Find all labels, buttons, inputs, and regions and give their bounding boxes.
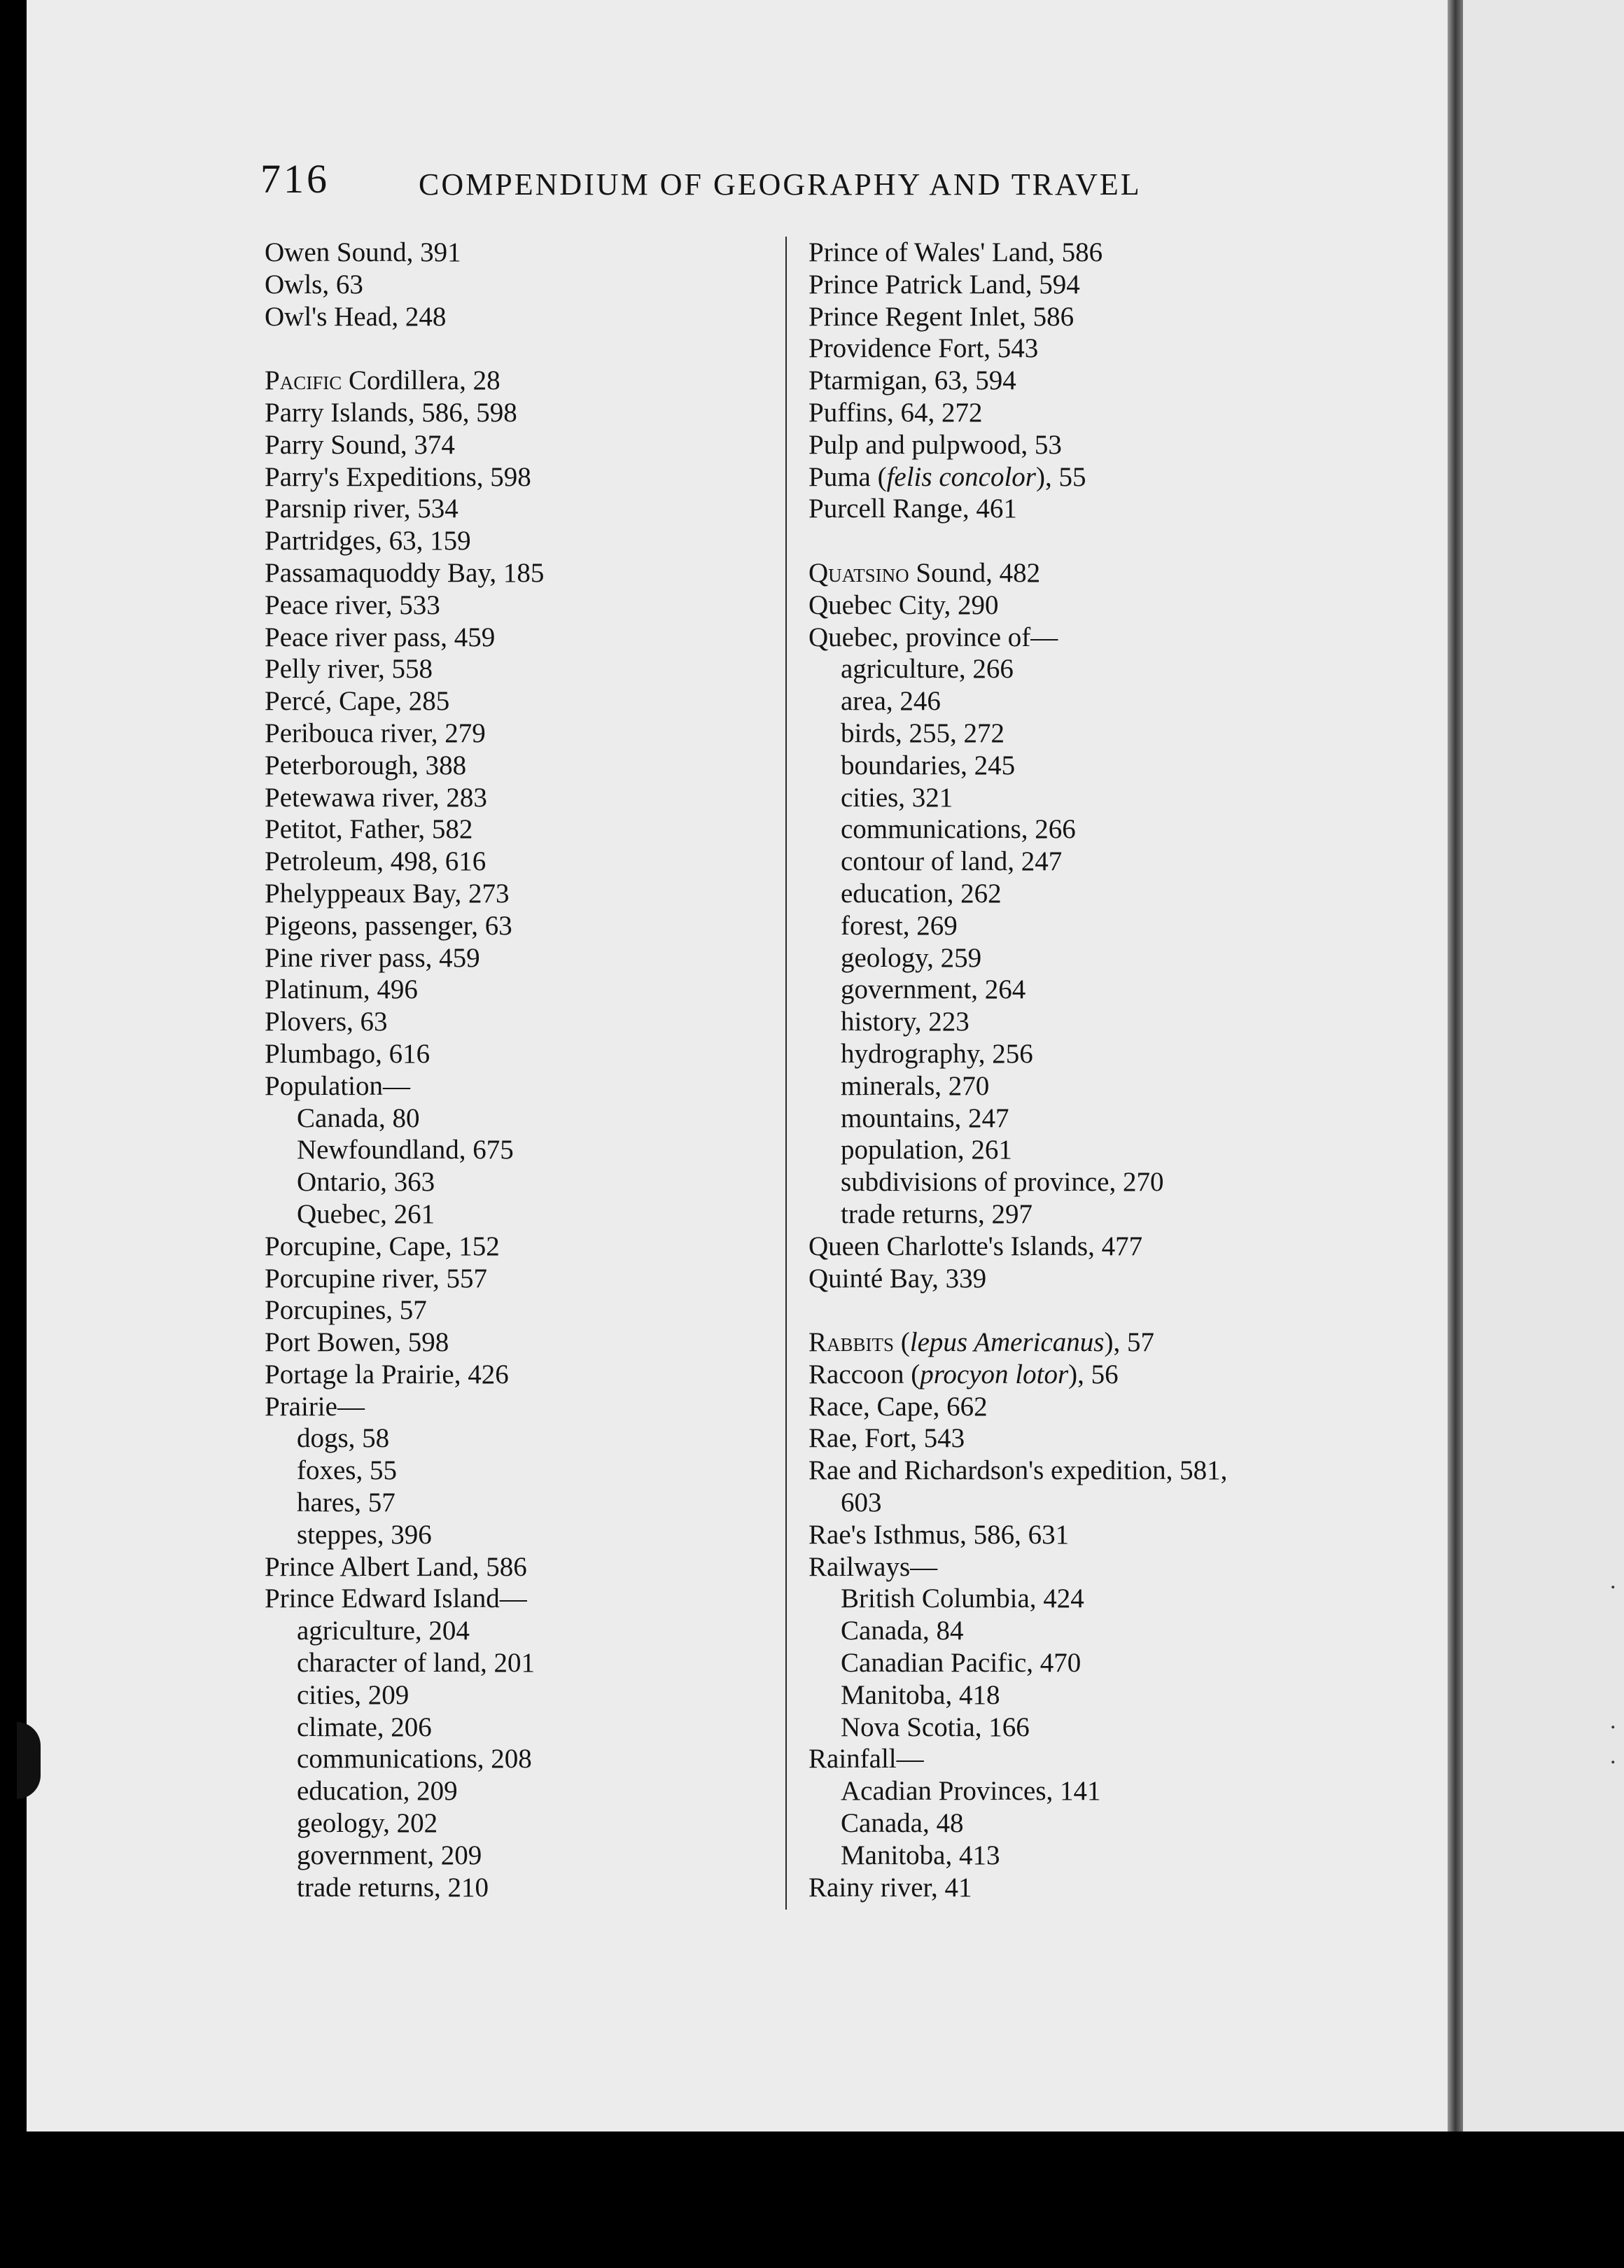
- entry-text: British Columbia, 424: [841, 1583, 1084, 1614]
- entry-text: Percé, Cape, 285: [265, 686, 450, 717]
- entry-text: Prince of Wales' Land, 586: [808, 237, 1103, 267]
- facing-page-fragment: .: [1610, 1743, 1616, 1769]
- index-subentry: [265, 1487, 544, 1519]
- index-subentry: [808, 718, 1227, 750]
- section-initial-word: Quatsino: [808, 557, 909, 588]
- section-break: [265, 332, 544, 365]
- facing-page-fragment: .: [1610, 1708, 1616, 1734]
- entry-text: Rae and Richardson's expedition, 581,: [808, 1455, 1228, 1486]
- index-subentry: [808, 1712, 1227, 1744]
- entry-text: history, 223: [841, 1007, 969, 1037]
- running-head: COMPENDIUM OF GEOGRAPHY AND TRAVEL: [419, 167, 1142, 202]
- index-subentry: [265, 1422, 544, 1455]
- index-subentry: [808, 1840, 1227, 1872]
- index-subentry: [265, 1647, 544, 1679]
- entry-text: Parry Islands, 586, 598: [265, 397, 517, 428]
- index-subentry: [808, 1615, 1227, 1647]
- index-entry: [808, 622, 1227, 654]
- entry-text: Partridges, 63, 159: [265, 526, 471, 556]
- entry-text: Rae's Isthmus, 586, 631: [808, 1519, 1070, 1550]
- index-subentry: [808, 846, 1227, 878]
- index-column-left: [265, 237, 544, 1903]
- facing-page-edge: [1463, 0, 1624, 2132]
- index-entry: [808, 557, 1227, 589]
- index-entry: [265, 1326, 544, 1359]
- index-subentry: [808, 942, 1227, 974]
- entry-text: Canada, 80: [297, 1102, 420, 1133]
- index-entry: [265, 269, 544, 301]
- index-entry: [808, 269, 1227, 301]
- entry-text: mountains, 247: [841, 1102, 1009, 1133]
- entry-text: Prince Regent Inlet, 586: [808, 301, 1074, 332]
- entry-page-refs: ), 55: [1035, 461, 1086, 492]
- entry-text: Ontario, 363: [297, 1167, 435, 1198]
- entry-text: Manitoba, 413: [841, 1840, 1000, 1870]
- index-entry: [808, 1359, 1227, 1391]
- entry-text: climate, 206: [297, 1712, 432, 1742]
- entry-text: Race, Cape, 662: [808, 1391, 988, 1422]
- entry-text: geology, 259: [841, 942, 982, 973]
- index-entry: [808, 1872, 1227, 1904]
- entry-text: Prairie—: [265, 1391, 365, 1422]
- index-subentry: [808, 1038, 1227, 1070]
- entry-text: Petewawa river, 283: [265, 782, 487, 813]
- index-entry: [265, 718, 544, 750]
- index-entry: [265, 1006, 544, 1038]
- entry-text: hares, 57: [297, 1488, 396, 1518]
- index-subentry: [265, 1743, 544, 1775]
- entry-text: Petitot, Father, 582: [265, 814, 473, 845]
- entry-text: Pine river pass, 459: [265, 942, 480, 973]
- entry-text: Sound, 482: [909, 557, 1041, 588]
- entry-text: cities, 321: [841, 782, 953, 813]
- index-entry: [265, 813, 544, 846]
- index-entry: [265, 237, 544, 269]
- index-entry: [808, 1263, 1227, 1295]
- index-entry: [265, 750, 544, 782]
- index-subentry: [808, 653, 1227, 685]
- entry-text: Quebec, province of—: [808, 622, 1058, 652]
- entry-text: Prince Patrick Land, 594: [808, 269, 1080, 300]
- index-entry: [265, 493, 544, 525]
- entry-text: foxes, 55: [297, 1455, 397, 1486]
- index-entry: [265, 622, 544, 654]
- index-subentry: [265, 1712, 544, 1744]
- index-entry: [265, 589, 544, 622]
- index-subentry: [265, 1198, 544, 1231]
- entry-text: trade returns, 210: [297, 1872, 489, 1903]
- index-subentry: [265, 1102, 544, 1135]
- entry-text: Parsnip river, 534: [265, 493, 458, 524]
- section-initial-word: Pacific: [265, 365, 342, 396]
- index-entry: [265, 1391, 544, 1423]
- entry-text: Pulp and pulpwood, 53: [808, 429, 1062, 460]
- binding-mark: [17, 1722, 41, 1799]
- entry-text: Canadian Pacific, 470: [841, 1648, 1082, 1679]
- index-subentry: [265, 1775, 544, 1807]
- entry-text: Quinté Bay, 339: [808, 1263, 987, 1294]
- entry-text: Puffins, 64, 272: [808, 397, 983, 428]
- entry-text: Platinum, 496: [265, 974, 418, 1005]
- page-gutter: [1448, 0, 1463, 2132]
- entry-text: Owl's Head, 248: [265, 301, 447, 332]
- index-entry: [808, 493, 1227, 525]
- entry-text: Petroleum, 498, 616: [265, 846, 486, 877]
- index-entry: [808, 237, 1227, 269]
- index-subentry: [808, 1807, 1227, 1840]
- entry-text: Nova Scotia, 166: [841, 1712, 1030, 1742]
- index-entry: [265, 782, 544, 814]
- entry-text: Canada, 48: [841, 1808, 964, 1839]
- entry-text: birds, 255, 272: [841, 718, 1004, 748]
- index-entry: [265, 910, 544, 942]
- index-subentry: [265, 1807, 544, 1840]
- latin-name: felis concolor: [886, 461, 1036, 492]
- index-subentry: [808, 1198, 1227, 1231]
- entry-text: communications, 208: [297, 1744, 532, 1774]
- entry-text: character of land, 201: [297, 1648, 535, 1679]
- index-entry: [265, 974, 544, 1006]
- entry-text: Newfoundland, 675: [297, 1135, 514, 1166]
- index-entry: [808, 1743, 1227, 1775]
- index-entry: [808, 397, 1227, 429]
- index-entry: [808, 461, 1227, 493]
- index-entry: [808, 1391, 1227, 1423]
- index-entry: [265, 365, 544, 397]
- index-subentry: [265, 1134, 544, 1166]
- entry-text: steppes, 396: [297, 1519, 432, 1550]
- entry-text: Purcell Range, 461: [808, 493, 1017, 524]
- index-entry: [265, 525, 544, 557]
- index-column-right: [808, 237, 1227, 1903]
- index-entry: [265, 1294, 544, 1326]
- index-subentry: [265, 1679, 544, 1712]
- section-break: [808, 1294, 1227, 1326]
- latin-name: lepus Americanus: [909, 1327, 1105, 1358]
- index-entry: [808, 301, 1227, 333]
- latin-name: procyon lotor: [920, 1359, 1069, 1390]
- entry-text: communications, 266: [841, 814, 1076, 845]
- entry-text: Canada, 84: [841, 1616, 964, 1646]
- entry-text: Puma (: [808, 461, 887, 492]
- entry-text: Raccoon (: [808, 1359, 920, 1390]
- index-entry: [808, 589, 1227, 622]
- index-entry: [265, 1583, 544, 1615]
- entry-text: agriculture, 266: [841, 654, 1014, 685]
- entry-text: Plumbago, 616: [265, 1038, 430, 1069]
- index-entry: [265, 846, 544, 878]
- entry-text: Manitoba, 418: [841, 1679, 1000, 1710]
- entry-text: population, 261: [841, 1135, 1012, 1166]
- entry-text: Population—: [265, 1070, 411, 1101]
- index-subentry: [808, 685, 1227, 718]
- index-subentry: [808, 1647, 1227, 1679]
- entry-text: Phelyppeaux Bay, 273: [265, 878, 510, 909]
- index-entry: [808, 429, 1227, 461]
- index-subentry: [808, 1679, 1227, 1712]
- entry-text: education, 209: [297, 1776, 458, 1807]
- index-subentry: [265, 1615, 544, 1647]
- index-subentry: [808, 910, 1227, 942]
- entry-text: Plovers, 63: [265, 1007, 388, 1037]
- index-entry: [265, 397, 544, 429]
- index-entry: [265, 557, 544, 589]
- index-subentry: [808, 974, 1227, 1006]
- index-subentry: [808, 1102, 1227, 1135]
- index-entry: [265, 1038, 544, 1070]
- entry-text: Parry Sound, 374: [265, 429, 455, 460]
- entry-text: Acadian Provinces, 141: [841, 1776, 1101, 1807]
- index-subentry: [265, 1872, 544, 1904]
- entry-text: dogs, 58: [297, 1423, 390, 1454]
- entry-text: boundaries, 245: [841, 750, 1016, 780]
- index-subentry: [808, 782, 1227, 814]
- index-entry: [265, 1359, 544, 1391]
- index-entry: [265, 1231, 544, 1263]
- index-entry: [265, 942, 544, 974]
- entry-text: forest, 269: [841, 910, 958, 941]
- entry-text: hydrography, 256: [841, 1038, 1033, 1069]
- index-entry: [265, 1070, 544, 1102]
- entry-text: Quebec, 261: [297, 1198, 435, 1229]
- entry-text: Parry's Expeditions, 598: [265, 461, 531, 492]
- facing-page-fragment: .: [1610, 1568, 1616, 1594]
- entry-text: Port Bowen, 598: [265, 1327, 449, 1358]
- index-entry: [265, 301, 544, 333]
- entry-text: Rainy river, 41: [808, 1872, 972, 1903]
- entry-text: Pigeons, passenger, 63: [265, 910, 512, 941]
- index-entry: [265, 653, 544, 685]
- entry-text: Owen Sound, 391: [265, 237, 461, 267]
- section-initial-word: Rabbits: [808, 1327, 895, 1358]
- entry-text: 603: [841, 1488, 882, 1518]
- entry-text: Prince Albert Land, 586: [265, 1551, 527, 1582]
- index-subentry: [808, 1134, 1227, 1166]
- entry-text: cities, 209: [297, 1679, 410, 1710]
- index-entry: [808, 1455, 1227, 1487]
- entry-text: minerals, 270: [841, 1070, 990, 1101]
- index-entry: [265, 461, 544, 493]
- entry-text: Peace river pass, 459: [265, 622, 496, 652]
- index-subentry: [808, 1775, 1227, 1807]
- book-page: [27, 0, 1448, 2132]
- entry-text: Ptarmigan, 63, 594: [808, 365, 1016, 396]
- column-divider: [785, 237, 787, 1910]
- index-entry: [265, 1551, 544, 1583]
- index-entry: [265, 685, 544, 718]
- index-subentry: [265, 1519, 544, 1551]
- index-subentry: [808, 1070, 1227, 1102]
- entry-text: Rae, Fort, 543: [808, 1423, 965, 1454]
- index-entry: [265, 429, 544, 461]
- entry-text: (: [894, 1327, 910, 1358]
- entry-page-refs: ), 56: [1068, 1359, 1119, 1390]
- index-entry: [265, 1263, 544, 1295]
- entry-text: Pelly river, 558: [265, 654, 433, 685]
- entry-text: education, 262: [841, 878, 1002, 909]
- index-entry: [808, 332, 1227, 365]
- index-subentry: [808, 1006, 1227, 1038]
- entry-text: government, 264: [841, 974, 1026, 1005]
- entry-text: area, 246: [841, 686, 941, 717]
- index-subentry: [808, 1166, 1227, 1198]
- index-entry: [808, 1519, 1227, 1551]
- index-subentry: [808, 878, 1227, 910]
- entry-text: trade returns, 297: [841, 1198, 1032, 1229]
- entry-text: geology, 202: [297, 1808, 438, 1839]
- index-entry: [265, 878, 544, 910]
- entry-text: Railways—: [808, 1551, 938, 1582]
- entry-text: Quebec City, 290: [808, 589, 999, 620]
- entry-text: subdivisions of province, 270: [841, 1167, 1164, 1198]
- index-entry: [808, 1231, 1227, 1263]
- index-subentry: [265, 1455, 544, 1487]
- entry-text: Providence Fort, 543: [808, 333, 1039, 364]
- index-subentry: [808, 1583, 1227, 1615]
- entry-text: Peterborough, 388: [265, 750, 467, 780]
- page-number: 716: [260, 156, 330, 202]
- entry-text: Cordillera, 28: [342, 365, 500, 396]
- index-subentry: [808, 813, 1227, 846]
- entry-text: Porcupine, Cape, 152: [265, 1231, 500, 1261]
- entry-text: Porcupine river, 557: [265, 1263, 487, 1294]
- entry-text: Rainfall—: [808, 1744, 924, 1774]
- entry-text: agriculture, 204: [297, 1616, 470, 1646]
- entry-text: Portage la Prairie, 426: [265, 1359, 509, 1390]
- entry-text: Passamaquoddy Bay, 185: [265, 557, 545, 588]
- entry-page-refs: ), 57: [1104, 1327, 1154, 1358]
- entry-text: Porcupines, 57: [265, 1295, 427, 1326]
- entry-text: Prince Edward Island—: [265, 1583, 527, 1614]
- index-entry: [808, 1326, 1227, 1359]
- entry-text: Queen Charlotte's Islands, 477: [808, 1231, 1143, 1261]
- index-subentry: [265, 1166, 544, 1198]
- index-subentry: [808, 1487, 1227, 1519]
- entry-text: Owls, 63: [265, 269, 363, 300]
- entry-text: contour of land, 247: [841, 846, 1063, 877]
- entry-text: government, 209: [297, 1840, 482, 1870]
- index-entry: [808, 1422, 1227, 1455]
- index-subentry: [265, 1840, 544, 1872]
- entry-text: Peace river, 533: [265, 589, 440, 620]
- index-subentry: [808, 750, 1227, 782]
- section-break: [808, 525, 1227, 557]
- entry-text: Peribouca river, 279: [265, 718, 486, 748]
- index-entry: [808, 1551, 1227, 1583]
- index-entry: [808, 365, 1227, 397]
